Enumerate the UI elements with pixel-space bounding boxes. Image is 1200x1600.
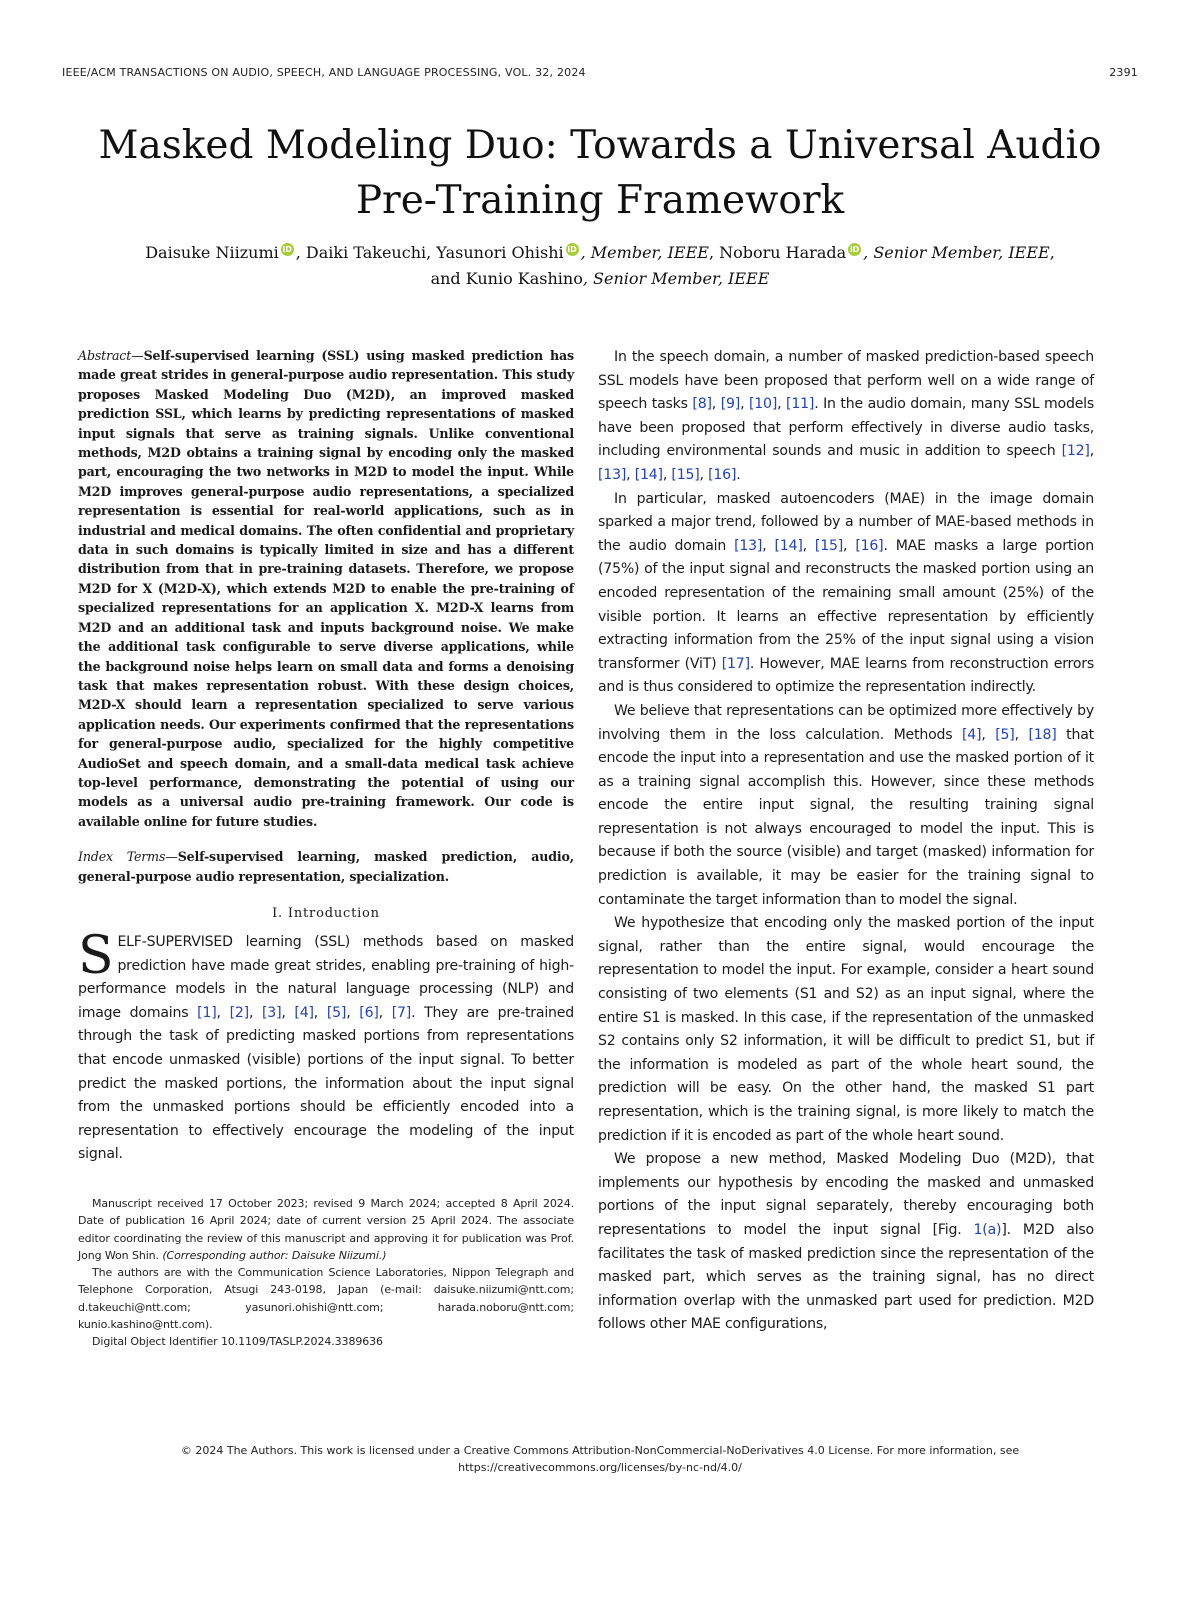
citation-link[interactable]: [15] — [814, 537, 844, 554]
footnotes — [78, 1195, 574, 1351]
orcid-icon[interactable]: iD — [849, 245, 860, 254]
body-paragraph — [598, 1148, 1094, 1337]
author-separator: , — [1049, 243, 1055, 262]
citation-separator: , — [313, 1004, 327, 1021]
orcid-icon[interactable]: iD — [567, 245, 577, 254]
citation-link[interactable]: [10] — [748, 396, 778, 413]
citation-link[interactable]: [5] — [326, 1004, 347, 1021]
index-terms-lead: Index Terms— — [78, 849, 178, 865]
citation-link[interactable]: [17] — [721, 655, 750, 672]
citation-separator: , — [626, 466, 635, 483]
citation-link[interactable]: [13] — [598, 466, 627, 483]
author-role: , Senior Member, IEEE — [582, 269, 770, 288]
citation-separator: , — [216, 1004, 230, 1021]
paragraph-text: that encode the input into a representation and use the masked portion of it as a training signal accomplish this. However, since these methods encode the entire input signal, the resulting training signal representation is not always encouraged to model the input. This is because if both the source (visible) and target (masked) information for prediction is available, it may be easier for the training signal to contaminate the target information than to model the signal. — [598, 726, 1094, 908]
citation-separator: , — [711, 396, 721, 413]
title-line-2: Pre-Training Framework — [355, 178, 845, 223]
running-head — [62, 66, 1138, 82]
manuscript-footnote — [78, 1195, 574, 1264]
citation-separator: , — [1014, 726, 1029, 743]
citation-separator: , — [843, 537, 856, 554]
citation-separator: , — [762, 537, 775, 554]
license-notice — [60, 1442, 1140, 1476]
citation-link[interactable]: [18] — [1028, 726, 1057, 743]
license-text: © 2024 The Authors. This work is licensed under a Creative Commons Attribution-NonCommercial-NoDerivatives 4.0 License. For more information, see — [180, 1444, 1020, 1457]
paragraph-text: We propose a new method, Masked Modeling Duo (M2D), that implements our hypothesis by encoding the masked and unmasked portions of the input signal separately, thereby encouraging both representations to model the input signal [Fig. — [598, 1151, 1094, 1238]
paragraph-text: . However, MAE learns from reconstruction errors and is thus considered to optimize the representation indirectly. — [598, 655, 1094, 696]
footnote-text: Manuscript received 17 October 2023; revised 9 March 2024; accepted 8 April 2024. Date of publication 16 April 2024; date of current version 25 April 2024. The associate editor coordinating the review of this manuscript and approving it for publication was Prof. Jong Won Shin. — [78, 1196, 574, 1262]
citation-separator: , — [981, 726, 996, 743]
author-name: , Daiki Takeuchi, Yasunori Ohishi — [295, 243, 564, 262]
page-number: 2391 — [1109, 66, 1138, 79]
citation-separator: , — [740, 396, 749, 413]
citation-link[interactable]: [2] — [229, 1004, 249, 1021]
citation-separator: , — [1089, 443, 1094, 460]
citation-link[interactable]: [16] — [855, 537, 884, 554]
citation-link[interactable]: [14] — [774, 537, 803, 554]
citation-link[interactable]: [8] — [692, 396, 712, 413]
doi-footnote: Digital Object Identifier 10.1109/TASLP.2024.3389636 — [92, 1335, 383, 1349]
author-role: , Senior Member, IEEE — [863, 243, 1050, 262]
citation-separator: , — [378, 1004, 392, 1021]
citation-link[interactable]: [4] — [961, 726, 982, 743]
left-column — [78, 346, 574, 1351]
paragraph-text: In the speech domain, a number of masked prediction-based speech SSL models have been proposed that perform well on a wide range of speech tasks — [598, 349, 1094, 413]
citation-separator: , — [699, 466, 709, 483]
paragraph-text: . In the audio domain, many SSL models have been proposed that perform effectively in diverse audio tasks, including environmental sounds and music in addition to speech — [598, 396, 1095, 460]
paragraph-text: . They are pre-trained through the task of predicting masked portions from representations that encode unmasked (visible) portions of the input signal. To better predict the masked portions, the information about the input signal from the unmasked portions should be efficiently encoded into a representation to effectively encourage the modeling of the input signal. — [78, 1004, 574, 1163]
title-line-1: Masked Modeling Duo: Towards a Universal Audio — [98, 123, 1102, 168]
figure-link[interactable]: 1(a) — [973, 1221, 1002, 1238]
citation-link[interactable]: [12] — [1061, 443, 1090, 460]
citation-separator: , — [777, 396, 787, 413]
license-url-link[interactable]: https://creativecommons.org/licenses/by-nc-nd/4.0/ — [458, 1461, 742, 1474]
right-column — [598, 346, 1094, 1337]
body-paragraph — [598, 488, 1094, 700]
citation-separator: , — [346, 1004, 360, 1021]
author-role: , Member, IEEE — [580, 243, 709, 262]
body-paragraph: We hypothesize that encoding only the masked portion of the input signal, rather than the entire signal, would encourage the representation to model the input. For example, consider a heart sound consisting of two elements (S1 and S2) as an input signal, where the entire S1 is masked. In this case, if the representation of the unmasked S2 contains only S2 information, it will be difficult to predict S1, but if the information is modeled as part of the whole heart sound, the prediction will be easy. On the other hand, the masked S1 part representation, which is the training signal, is more likely to match the prediction if it is encoded as part of the whole heart sound. — [598, 915, 1094, 1144]
author-list — [60, 240, 1140, 292]
citation-link[interactable]: [11] — [786, 396, 815, 413]
paragraph-text: ]. M2D also facilitates the task of masked prediction since the representation of the masked part, which serves as the training signal, has no direct information overlap with the unmasked part used for prediction. M2D follows other MAE configurations, — [598, 1221, 1094, 1333]
citation-link[interactable]: [6] — [359, 1004, 379, 1021]
citation-link[interactable]: [1] — [197, 1004, 217, 1021]
citation-link[interactable]: [7] — [391, 1004, 412, 1021]
paragraph-text: . — [736, 466, 741, 483]
citation-link[interactable]: [14] — [634, 466, 663, 483]
citation-separator: , — [802, 537, 815, 554]
orcid-icon[interactable]: iD — [282, 245, 292, 254]
author-name: , Noboru Harada — [708, 243, 847, 262]
citation-link[interactable]: [13] — [734, 537, 763, 554]
paragraph-text: . MAE masks a large portion (75%) of the input signal and reconstructs the masked portion using an encoded representation of the remaining small amount (25%) of the visible portion. It learns an effective representation by efficiently extracting information from the 25% of the input signal using a vision transformer (ViT) — [598, 537, 1095, 672]
body-paragraph — [598, 346, 1094, 488]
citation-link[interactable]: [4] — [294, 1004, 314, 1021]
section-heading-introduction: I. Introduction — [272, 905, 380, 921]
affiliation-footnote: The authors are with the Communication Science Laboratories, Nippon Telegraph and Telephone Corporation, Atsugi 243-0198, Japan (e-mail: daisuke.niizumi@ntt.com; d.takeuchi@ntt.com; yasunori.ohishi@ntt.com; harada.noboru@ntt.com; kunio.kashino@ntt.com). — [78, 1266, 574, 1331]
abstract-lead: Abstract— — [78, 348, 144, 363]
dropcap: S — [78, 925, 114, 986]
citation-link[interactable]: [16] — [708, 466, 737, 483]
paragraph-text: In particular, masked autoencoders (MAE) in the image domain sparked a major trend, followed by a number of MAE-based methods in the audio domain — [598, 490, 1094, 554]
index-terms-text: Self-supervised learning, masked prediction, audio, general-purpose audio representation, specialization. — [78, 849, 574, 884]
abstract — [78, 346, 574, 831]
body-paragraph — [598, 700, 1094, 912]
citation-link[interactable]: [9] — [720, 396, 741, 413]
citation-separator: , — [662, 466, 672, 483]
paragraph-text: We believe that representations can be optimized more effectively by involving them in the loss calculation. Methods — [598, 702, 1094, 743]
corresponding-author: (Corresponding author: Daisuke Niizumi.) — [162, 1248, 387, 1262]
author-name: Daisuke Niizumi — [145, 243, 279, 262]
citation-separator: , — [248, 1004, 262, 1021]
citation-link[interactable]: [3] — [262, 1004, 282, 1021]
journal-name: IEEE/ACM TRANSACTIONS ON AUDIO, SPEECH, AND LANGUAGE PROCESSING, VOL. 32, 2024 — [62, 66, 586, 79]
paper-title — [60, 118, 1140, 228]
author-name: and Kunio Kashino — [430, 269, 583, 288]
paragraph-text: ELF-SUPERVISED learning (SSL) methods based on masked prediction have made great strides, enabling pre-training of high-performance models in the natural language processing (NLP) and image domains — [78, 933, 574, 1021]
intro-paragraph — [78, 925, 574, 1167]
citation-separator: , — [281, 1004, 295, 1021]
citation-link[interactable]: [5] — [995, 726, 1015, 743]
abstract-text: Self-supervised learning (SSL) using masked prediction has made great strides in general-purpose audio representation. This study proposes Masked Modeling Duo (M2D), an improved masked prediction SSL, which learns by predicting representations of masked input signals that serve as training signals. Unlike conventional methods, M2D obtains a training signal by encoding only the masked part, encouraging the two networks in M2D to model the input. While M2D improves general-purpose audio representations, a specialized representation is essential for real-world applications, such as in industrial and medical domains. The often confidential and proprietary data in such domains is typically limited in size and has a different distribution from that in pre-training datasets. Therefore, we propose M2D for X (M2D-X), which extends M2D to enable the pre-training of specialized representations for an application X. M2D-X learns from M2D and an additional task and inputs background noise. We make the additional task configurable to serve diverse applications, while the background noise helps learn on small data and forms a denoising task that makes representation robust. With these design choices, M2D-X should learn a representation specialized to serve various application needs. Our experiments confirmed that the representations for general-purpose audio, specialized for the highly competitive AudioSet and speech domain, and a small-data medical task achieve top-level performance, demonstrating the potential of using our models as a universal audio pre-training framework. Our code is available online for future studies. — [78, 348, 574, 829]
citation-link[interactable]: [15] — [671, 466, 700, 483]
index-terms — [78, 847, 574, 886]
